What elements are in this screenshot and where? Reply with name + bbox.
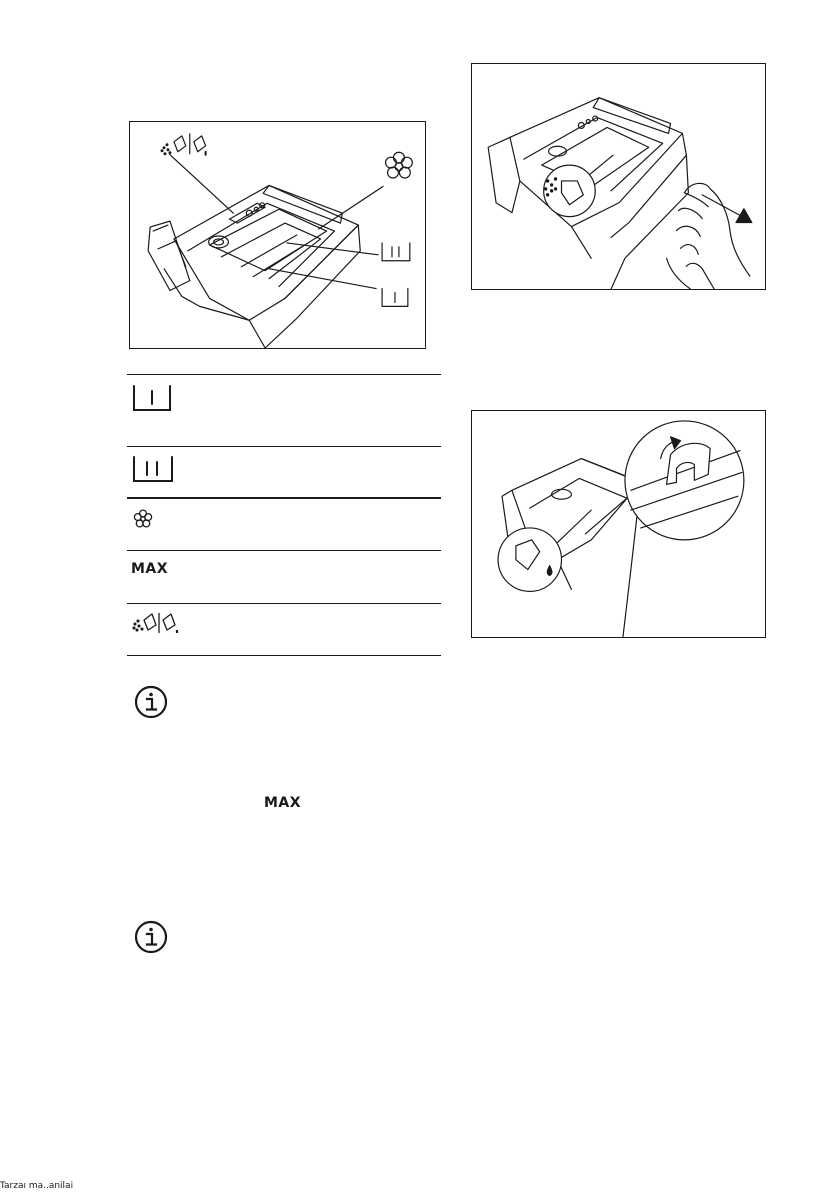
main-wash-compartment-icon bbox=[130, 455, 176, 483]
main-wash-compartment-icon bbox=[382, 243, 410, 261]
prewash-compartment-icon bbox=[130, 384, 174, 412]
legend-rule-2 bbox=[127, 497, 441, 499]
arrow-icon bbox=[702, 195, 752, 223]
rotate-arrow-icon bbox=[625, 421, 744, 540]
hand-icon bbox=[667, 183, 750, 289]
figure-dispenser-compartments bbox=[129, 121, 426, 349]
powder-detergent-icon bbox=[544, 165, 596, 217]
legend-rule-top bbox=[127, 374, 441, 375]
info-icon-2 bbox=[134, 920, 168, 954]
legend-rule-4 bbox=[127, 603, 441, 604]
liquid-detergent-icon bbox=[498, 528, 561, 591]
info-icon bbox=[134, 685, 168, 719]
legend-rule-1 bbox=[127, 446, 441, 447]
footer-text: Tarzaı ma..anilai bbox=[0, 1181, 74, 1191]
powder-liquid-detergent-icon bbox=[161, 134, 206, 155]
prewash-compartment-icon bbox=[382, 289, 408, 307]
max-level-mark: MAX bbox=[131, 561, 169, 577]
legend-rule-bottom bbox=[127, 655, 441, 656]
fabric-softener-flower-icon bbox=[132, 508, 154, 530]
fabric-softener-flower-icon bbox=[386, 152, 413, 178]
max-inline-mark: MAX bbox=[264, 795, 302, 811]
figure-flap-liquid-detergent bbox=[471, 410, 766, 638]
legend-rule-3 bbox=[127, 550, 441, 551]
powder-liquid-detergent-icon bbox=[131, 612, 187, 634]
figure-pull-out-drawer bbox=[471, 63, 766, 290]
